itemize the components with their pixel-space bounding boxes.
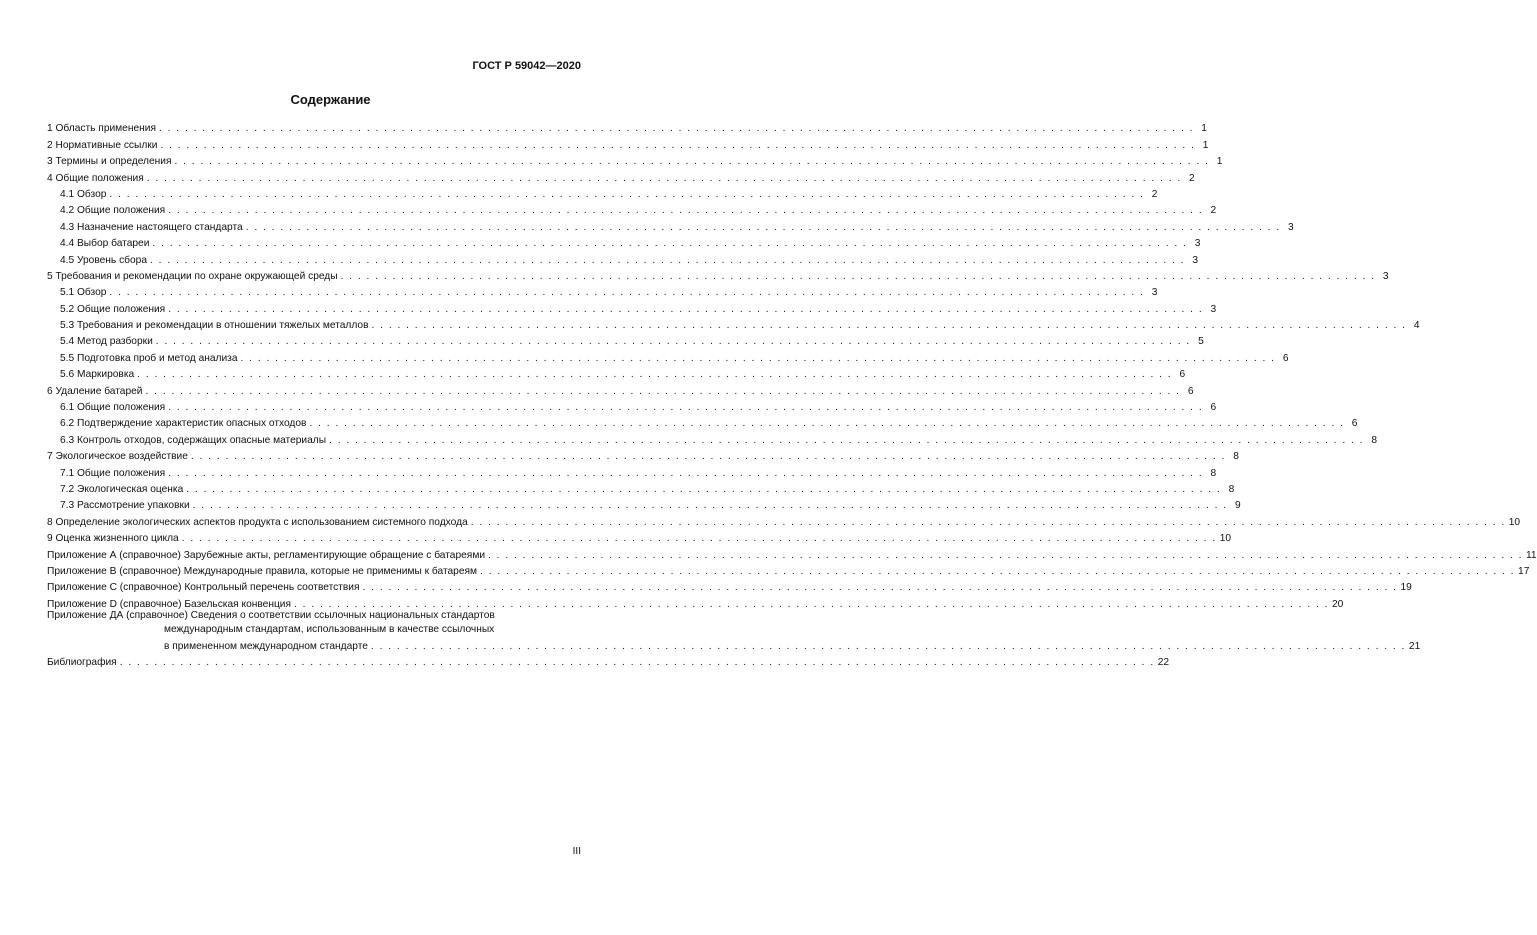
toc-entry[interactable] [47,462,1217,479]
toc-entry-label-line3: в примененном международном стандарте [164,640,368,652]
toc-entry[interactable] [47,184,1158,200]
toc-entry[interactable] [47,315,1420,332]
toc-entry-label: Библиография [47,657,117,669]
toc-entry-page: 3 [1194,238,1201,250]
toc-entry-label: 5 Требования и рекомендации по охране окружающей среды [47,270,338,282]
toc-entry-label: Приложение В (справочное) Международные правила, которые не применимы к батареям [47,565,478,577]
toc-entry[interactable] [47,528,1232,545]
toc-entry-page: 8 [1210,467,1217,479]
toc-entry-page: 5 [1198,336,1204,348]
toc-entry-page: 3 [1382,270,1389,282]
toc-entry[interactable] [47,167,1195,184]
toc-entry[interactable] [47,233,1201,250]
toc-leader-dots: . . . . . . . . . . . . . . . . . . . . . . . . . . . . . . . . . . . . . . . . . . . . . . . . . . . . . . . . . . . . . . . . . . . . . . . . . . . . . . . . . . . . . . . . . . . . . . . . . . . . . . . . . . . . . . . . . . . . . . . . [155,336,1191,348]
toc-leader-dots: . . . . . . . . . . . . . . . . . . . . . . . . . . . . . . . . . . . . . . . . . . . . . . . . . . . . . . . . . . . . . . . . . . . . . . . . . . . . . . . . . . . . . . . . . . . . . . . . . . . . . . . . . . . . . . . . . . . . . . . . [470,516,1506,528]
toc-leader-dots: . . . . . . . . . . . . . . . . . . . . . . . . . . . . . . . . . . . . . . . . . . . . . . . . . . . . . . . . . . . . . . . . . . . . . . . . . . . . . . . . . . . . . . . . . . . . . . . . . . . . . . . . . . . . . . . . . . . . . . . . [309,418,1345,430]
toc-entry[interactable] [47,397,1217,414]
toc-entry-label: 4.4 Выбор батареи [60,238,150,250]
toc-entry-label-line1: Приложение ДА (справочное) Сведения о соответствии ссылочных национальных стандартов [47,609,495,621]
toc-entry-label: 4.2 Общие положения [60,205,166,217]
toc-leader-dots: . . . . . . . . . . . . . . . . . . . . . . . . . . . . . . . . . . . . . . . . . . . . . . . . . . . . . . . . . . . . . . . . . . . . . . . . . . . . . . . . . . . . . . . . . . . . . . . . . . . . . . . . . . . . . . . . . . . . . . . . [168,402,1204,414]
toc-entry-page: 22 [1157,657,1170,669]
toc-entry-label: 6 Удаление батарей [47,385,143,397]
toc-entry[interactable] [47,364,1186,381]
toc-leader-dots: . . . . . . . . . . . . . . . . . . . . . . . . . . . . . . . . . . . . . . . . . . . . . . . . . . . . . . . . . . . . . . . . . . . . . . . . . . . . . . . . . . . . . . . . . . . . . . . . . . . . . . . . . . . . . . . . . . . . . . . . [168,303,1204,315]
toc-entry[interactable] [47,495,1241,512]
toc-entry[interactable] [47,118,1207,135]
toc-leader-dots: . . . . . . . . . . . . . . . . . . . . . . . . . . . . . . . . . . . . . . . . . . . . . . . . . . . . . . . . . . . . . . . . . . . . . . . . . . . . . . . . . . . . . . . . . . . . . . . . . . . . . . . . . . . . . . . . . . . . . . . . [137,369,1173,381]
toc-leader-dots: . . . . . . . . . . . . . . . . . . . . . . . . . . . . . . . . . . . . . . . . . . . . . . . . . . . . . . . . . . . . . . . . . . . . . . . . . . . . . . . . . . . . . . . . . . . . . . . . . . . . . . . . . . . . . . . . . . . . . . . . [145,385,1181,397]
toc-entry-page: 6 [1351,418,1358,430]
toc-leader-dots: . . . . . . . . . . . . . . . . . . . . . . . . . . . . . . . . . . . . . . . . . . . . . . . . . . . . . . . . . . . . . . . . . . . . . . . . . . . . . . . . . . . . . . . . . . . . . . . . . . . . . . . . . . . . . . . . . . . . . . . . [150,254,1185,266]
toc-entry-page: 3 [1210,303,1217,315]
toc-entry-label: Приложение D (справочное) Базельская конвенция [47,598,291,610]
toc-entry-page: 2 [1151,188,1158,200]
toc-entry-multiline[interactable] [47,609,1421,652]
toc-entry[interactable] [47,413,1358,430]
toc-entry[interactable] [47,249,1198,266]
toc-entry-label: 3 Термины и определения [47,156,172,168]
table-of-contents [47,118,1537,669]
toc-entry-label: 7.3 Рассмотрение упаковки [60,500,190,512]
toc-entry-label: 4.3 Назначение настоящего стандарта [60,221,243,233]
toc-leader-dots: . . . . . . . . . . . . . . . . . . . . . . . . . . . . . . . . . . . . . . . . . . . . . . . . . . . . . . . . . . . . . . . . . . . . . . . . . . . . . . . . . . . . . . . . . . . . . . . . . . . . . . . . . . . . . . . . . . . . . . . . [152,238,1188,250]
toc-entry-label: 2 Нормативные ссылки [47,139,158,151]
toc-entry[interactable] [47,593,1344,610]
toc-entry-page: 1 [1216,156,1223,168]
toc-leader-dots: . . . . . . . . . . . . . . . . . . . . . . . . . . . . . . . . . . . . . . . . . . . . . . . . . . . . . . . . . . . . . . . . . . . . . . . . . . . . . . . . . . . . . . . . . . . . . . . . . . . . . . . . . . . . . . . . . . . . . . . . [488,549,1523,561]
toc-entry-label: 4.1 Обзор [60,188,107,200]
toc-entry-label: 1 Область применения [47,123,156,135]
toc-entry-page: 17 [1518,565,1530,577]
toc-leader-dots: . . . . . . . . . . . . . . . . . . . . . . . . . . . . . . . . . . . . . . . . . . . . . . . . . . . . . . . . . . . . . . . . . . . . . . . . . . . . . . . . . . . . . . . . . . . . . . . . . . . . . . . . . . . . . . . . . . . . . . . . [362,582,1398,594]
toc-entry[interactable] [47,561,1530,577]
toc-entry-label: 4.5 Уровень сбора [60,254,147,266]
toc-entry-label: 6.3 Контроль отходов, содержащих опасные материалы [60,434,327,446]
toc-entry-label: 5.4 Метод разборки [60,336,153,348]
toc-entry[interactable] [47,429,1378,446]
toc-entry-label: 5.5 Подготовка проб и метод анализа [60,352,238,364]
toc-entry[interactable] [47,652,1170,669]
toc-leader-dots: . . . . . . . . . . . . . . . . . . . . . . . . . . . . . . . . . . . . . . . . . . . . . . . . . . . . . . . . . . . . . . . . . . . . . . . . . . . . . . . . . . . . . . . . . . . . . . . . . . . . . . . . . . . . . . . . . . . . . . . . [168,205,1204,217]
toc-entry[interactable] [47,331,1204,348]
toc-entry-page: 21 [1408,640,1421,652]
toc-entry-page: 6 [1179,369,1186,381]
toc-entry[interactable] [47,479,1235,495]
toc-entry-label: 6.2 Подтверждение характеристик опасных отходов [60,418,307,430]
toc-entry[interactable] [47,544,1537,561]
toc-entry-page: 19 [1400,582,1412,594]
toc-entry-page: 8 [1233,451,1239,463]
toc-entry-label: Приложение А (справочное) Зарубежные акты, регламентирующие обращение с батареями [47,549,486,561]
toc-leader-dots: . . . . . . . . . . . . . . . . . . . . . . . . . . . . . . . . . . . . . . . . . . . . . . . . . . . . . . . . . . . . . . . . . . . . . . . . . . . . . . . . . . . . . . . . . . . . . . . . . . . . . . . . . . . . . . . . . . . . . . . . [340,270,1376,282]
toc-leader-dots: . . . . . . . . . . . . . . . . . . . . . . . . . . . . . . . . . . . . . . . . . . . . . . . . . . . . . . . . . . . . . . . . . . . . . . . . . . . . . . . . . . . . . . . . . . . . . . . . . . . . . . . . . . . . . . . . . . . . . . . . [160,139,1196,151]
toc-entry-label: 9 Оценка жизненного цикла [47,533,179,545]
toc-entry-label: 6.1 Общие положения [60,402,166,414]
toc-entry-page: 3 [1288,221,1294,233]
toc-entry-page: 11 [1526,549,1537,561]
toc-entry-page: 10 [1219,533,1232,545]
toc-leader-dots: . . . . . . . . . . . . . . . . . . . . . . . . . . . . . . . . . . . . . . . . . . . . . . . . . . . . . . . . . . . . . . . . . . . . . . . . . . . . . . . . . . . . . . . . . . . . . . . . . . . . . . . . . . . . . . . . . . . . . . . . [192,500,1228,512]
toc-leader-dots: . . . . . . . . . . . . . . . . . . . . . . . . . . . . . . . . . . . . . . . . . . . . . . . . . . . . . . . . . . . . . . . . . . . . . . . . . . . . . . . . . . . . . . . . . . . . . . . . . . . . . . . . . . . . . . . . . . . . . . . . [181,533,1217,545]
toc-leader-dots: . . . . . . . . . . . . . . . . . . . . . . . . . . . . . . . . . . . . . . . . . . . . . . . . . . . . . . . . . . . . . . . . . . . . . . . . . . . . . . . . . . . . . . . . . . . . . . . . . . . . . . . . . . . . . . . . . . . . . . . . [119,657,1155,669]
page-title: Содержание [290,92,371,107]
toc-leader-dots: . . . . . . . . . . . . . . . . . . . . . . . . . . . . . . . . . . . . . . . . . . . . . . . . . . . . . . . . . . . . . . . . . . . . . . . . . . . . . . . . . . . . . . . . . . . . . . . . . . . . . . . . . . . . . . . . . . . . . . . . [168,467,1204,479]
toc-leader-dots: . . . . . . . . . . . . . . . . . . . . . . . . . . . . . . . . . . . . . . . . . . . . . . . . . . . . . . . . . . . . . . . . . . . . . . . . . . . . . . . . . . . . . . . . . . . . . . . . . . . . . . . . . . . . . . . . . . . . . . . . [146,172,1182,184]
toc-entry-page: 1 [1202,139,1209,151]
toc-leader-dots: . . . . . . . . . . . . . . . . . . . . . . . . . . . . . . . . . . . . . . . . . . . . . . . . . . . . . . . . . . . . . . . . . . . . . . . . . . . . . . . . . . . . . . . . . . . . . . . . . . . . . . . . . . . . . . . . . . . . . . . . [294,598,1329,610]
toc-leader-dots: . . . . . . . . . . . . . . . . . . . . . . . . . . . . . . . . . . . . . . . . . . . . . . . . . . . . . . . . . . . . . . . . . . . . . . . . . . . . . . . . . . . . . . . . . . . . . . . . . . . . . . . . . . . . . . . . . . . . . . . . [245,221,1281,233]
toc-leader-dots: . . . . . . . . . . . . . . . . . . . . . . . . . . . . . . . . . . . . . . . . . . . . . . . . . . . . . . . . . . . . . . . . . . . . . . . . . . . . . . . . . . . . . . . . . . . . . . . . . . . . . . . . . . . . . . . . . . . . . . . . [109,188,1145,200]
toc-leader-dots: . . . . . . . . . . . . . . . . . . . . . . . . . . . . . . . . . . . . . . . . . . . . . . . . . . . . . . . . . . . . . . . . . . . . . . . . . . . . . . . . . . . . . . . . . . . . . . . . . . . . . . . . . . . . . . . . . . . . . . . . [240,352,1276,364]
toc-entry-page: 10 [1508,516,1521,528]
toc-entry-label: 5.1 Обзор [60,287,107,299]
toc-entry[interactable] [47,577,1412,594]
toc-entry[interactable] [47,134,1209,151]
document-id: ГОСТ Р 59042—2020 [472,60,581,72]
toc-entry-label: 7.1 Общие положения [60,467,166,479]
toc-leader-dots: . . . . . . . . . . . . . . . . . . . . . . . . . . . . . . . . . . . . . . . . . . . . . . . . . . . . . . . . . . . . . . . . . . . . . . . . . . . . . . . . . . . . . . . . . . . . . . . . . . . . . . . . . . . . . . . . . . . . . . . . [329,434,1365,446]
toc-leader-dots: . . . . . . . . . . . . . . . . . . . . . . . . . . . . . . . . . . . . . . . . . . . . . . . . . . . . . . . . . . . . . . . . . . . . . . . . . . . . . . . . . . . . . . . . . . . . . . . . . . . . . . . . . . . . . . . . . . . . . . . . [186,483,1222,495]
toc-leader-dots: . . . . . . . . . . . . . . . . . . . . . . . . . . . . . . . . . . . . . . . . . . . . . . . . . . . . . . . . . . . . . . . . . . . . . . . . . . . . . . . . . . . . . . . . . . . . . . . . . . . . . . . . . . . . . . . . . . . . . . . . [174,156,1210,168]
toc-entry-page: 2 [1189,172,1195,184]
toc-entry[interactable] [47,511,1521,528]
toc-entry-page: 2 [1210,205,1217,217]
toc-entry[interactable] [47,347,1289,364]
toc-leader-dots: . . . . . . . . . . . . . . . . . . . . . . . . . . . . . . . . . . . . . . . . . . . . . . . . . . . . . . . . . . . . . . . . . . . . . . . . . . . . . . . . . . . . . . . . . . . . . . . . . . . . . . . . . . . . . . . . . . . . . . . . [190,451,1226,463]
toc-leader-dots: . . . . . . . . . . . . . . . . . . . . . . . . . . . . . . . . . . . . . . . . . . . . . . . . . . . . . . . . . . . . . . . . . . . . . . . . . . . . . . . . . . . . . . . . . . . . . . . . . . . . . . . . . . . . . . . . . . . . . . . . [109,287,1145,299]
toc-leader-dots: . . . . . . . . . . . . . . . . . . . . . . . . . . . . . . . . . . . . . . . . . . . . . . . . . . . . . . . . . . . . . . . . . . . . . . . . . . . . . . . . . . . . . . . . . . . . . . . . . . . . . . . . . . . . . . . . . . . . . . . . [480,565,1516,577]
toc-entry[interactable] [47,200,1217,217]
toc-entry-page: 3 [1151,287,1158,299]
toc-entry-label: 4 Общие положения [47,172,144,184]
toc-entry-label: 7.2 Экологическая оценка [60,483,184,495]
toc-entry-page: 6 [1282,352,1289,364]
toc-entry-label: 5.2 Общие положения [60,303,166,315]
toc-entry-label: Приложение С (справочное) Контрольный перечень соответствия [47,582,360,594]
toc-entry[interactable] [47,282,1158,299]
toc-entry-page: 8 [1228,483,1235,495]
toc-entry-page: 1 [1201,123,1207,135]
toc-entry-page: 4 [1413,320,1420,332]
toc-leader-dots: . . . . . . . . . . . . . . . . . . . . . . . . . . . . . . . . . . . . . . . . . . . . . . . . . . . . . . . . . . . . . . . . . . . . . . . . . . . . . . . . . . . . . . . . . . . . . . . . . . . . . . . . . . . . . . . . . . . . . . . . [370,640,1406,652]
toc-entry-page: 9 [1234,500,1241,512]
toc-entry-label: 5.6 Маркировка [60,369,135,381]
toc-entry-label: 5.3 Требования и рекомендации в отношении тяжелых металлов [60,320,369,332]
toc-leader-dots: . . . . . . . . . . . . . . . . . . . . . . . . . . . . . . . . . . . . . . . . . . . . . . . . . . . . . . . . . . . . . . . . . . . . . . . . . . . . . . . . . . . . . . . . . . . . . . . . . . . . . . . . . . . . . . . . . . . . . . . . [371,320,1407,332]
toc-entry[interactable] [47,298,1217,315]
toc-leader-dots: . . . . . . . . . . . . . . . . . . . . . . . . . . . . . . . . . . . . . . . . . . . . . . . . . . . . . . . . . . . . . . . . . . . . . . . . . . . . . . . . . . . . . . . . . . . . . . . . . . . . . . . . . . . . . . . . . . . . . . . . [158,123,1194,135]
toc-entry-label-line2: международным стандартам, использованным в качестве ссылочных [164,623,495,635]
toc-entry[interactable] [47,380,1194,397]
toc-entry-label: 7 Экологическое воздействие [47,451,188,463]
toc-entry[interactable] [47,446,1239,463]
page-number: III [572,846,581,857]
toc-entry-label: 8 Определение экологических аспектов продукта с использованием системного подхода [47,516,468,528]
toc-entry-page: 6 [1187,385,1194,397]
toc-entry[interactable] [47,266,1389,282]
toc-entry[interactable] [47,151,1223,168]
toc-entry-page: 20 [1331,598,1344,610]
toc-entry-page: 6 [1210,402,1217,414]
toc-entry[interactable] [47,216,1294,233]
toc-entry-page: 3 [1192,254,1198,266]
toc-entry-page: 8 [1371,434,1378,446]
